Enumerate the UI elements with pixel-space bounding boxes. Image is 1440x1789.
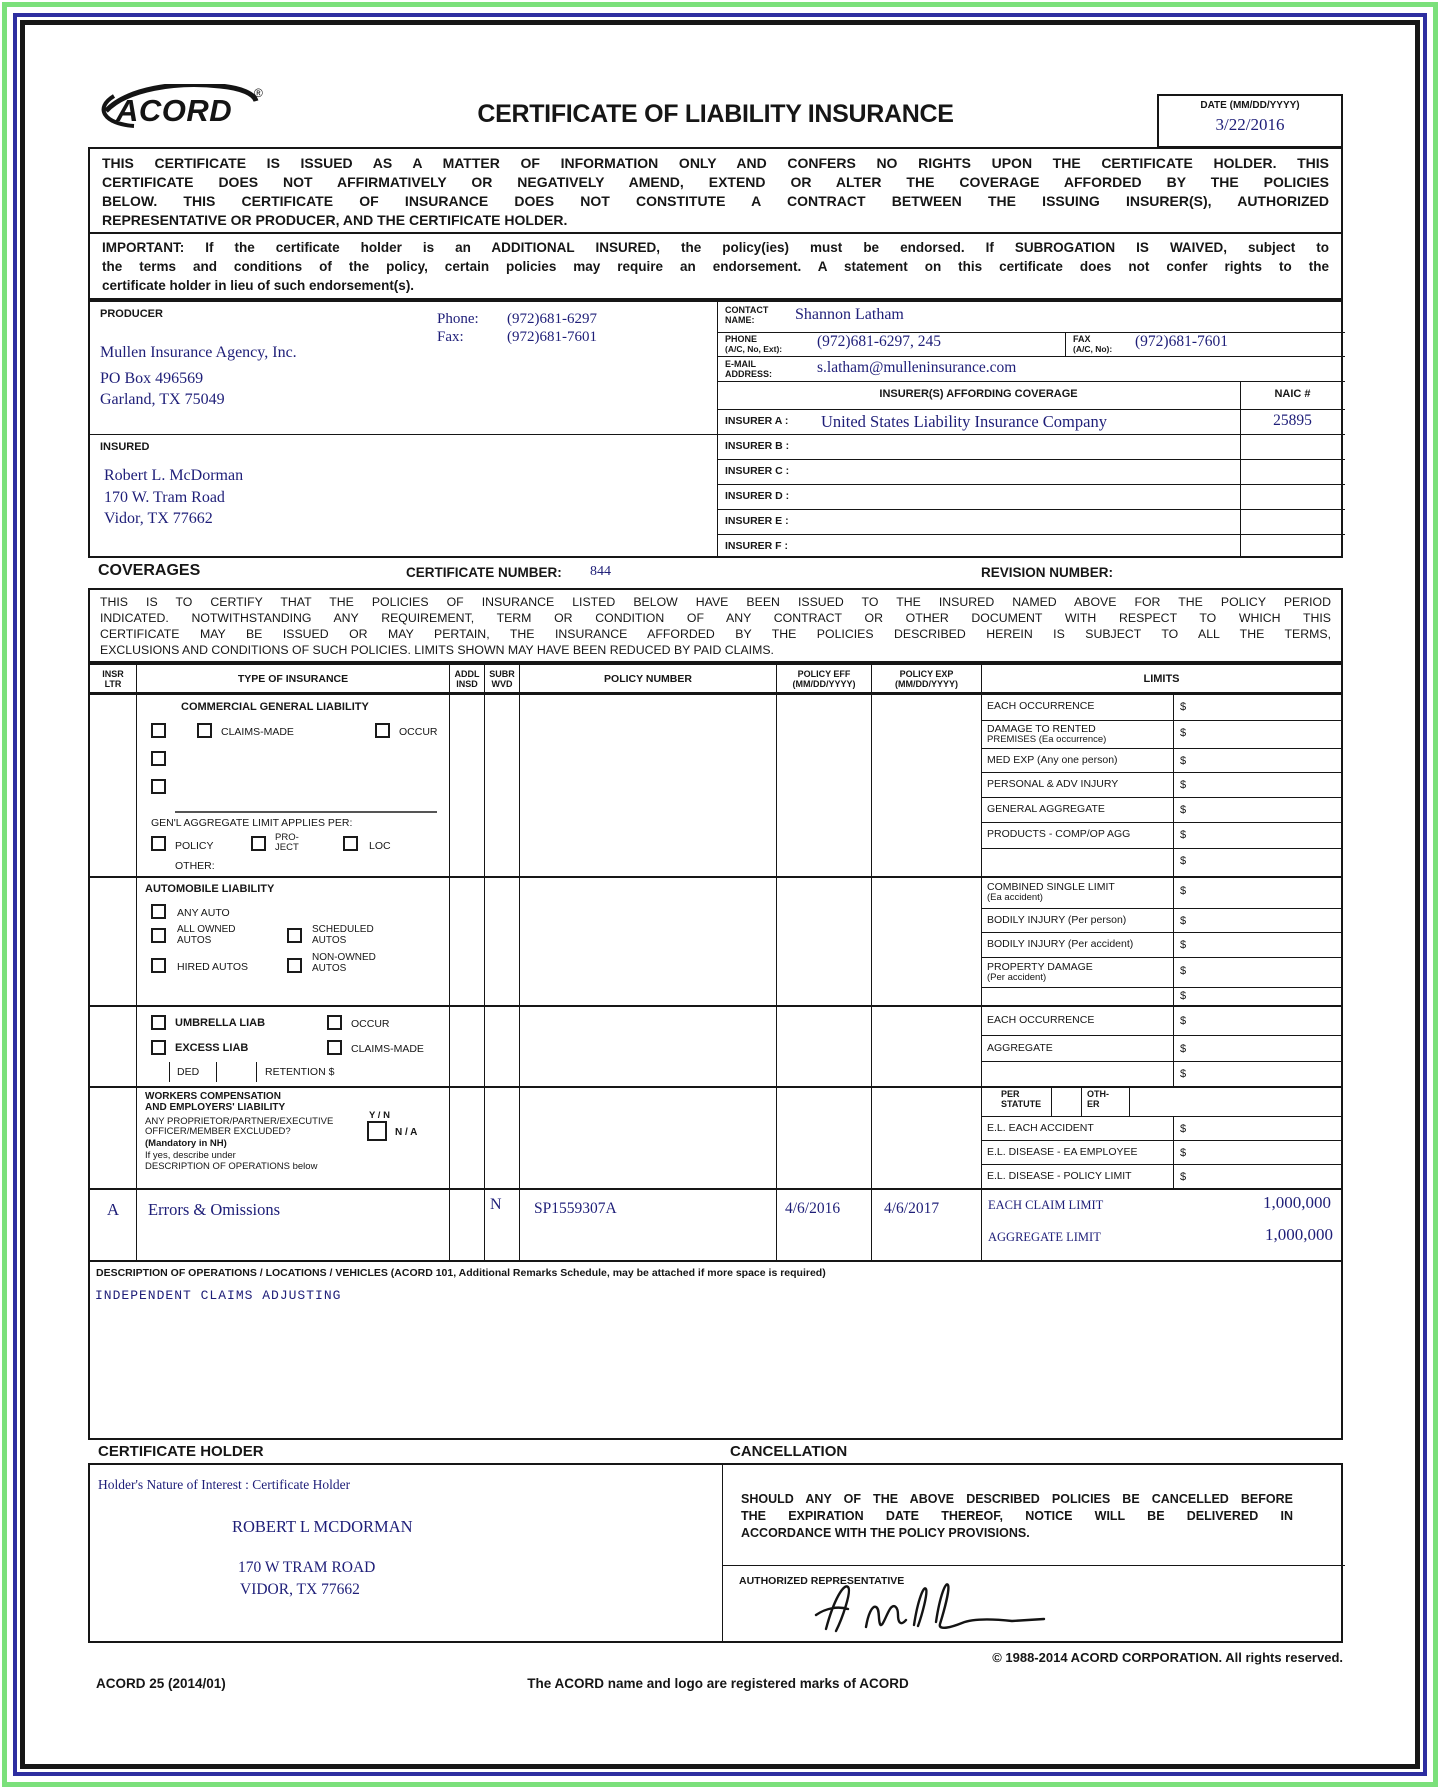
auto-limits-cell	[982, 878, 1341, 1005]
auto-title: AUTOMOBILE LIABILITY	[145, 883, 275, 895]
holder-name: ROBERT L MCDORMAN	[232, 1517, 413, 1536]
date-value: 3/22/2016	[1215, 115, 1285, 134]
gl-occur-label: OCCUR	[399, 726, 438, 738]
contact-phone-label: PHONE (A/C, No, Ext):	[725, 334, 783, 354]
producer-address-1: PO Box 496569	[100, 370, 204, 387]
col-header-policy-number: POLICY NUMBER	[520, 665, 777, 692]
wc-limits-cell	[982, 1088, 1341, 1188]
eo-limit-1-label: EACH CLAIM LIMIT	[988, 1198, 1104, 1212]
insurer-f-label: INSURER F :	[725, 540, 788, 552]
gl-eff-cell	[777, 695, 872, 876]
limit-row: E.L. DISEASE - EA EMPLOYEE $	[982, 1140, 1341, 1164]
wc-type-cell	[137, 1088, 450, 1188]
retention-check-cell	[233, 1062, 257, 1082]
insurer-d-label: INSURER D :	[725, 490, 790, 502]
notice-line: REPRESENTATIVE OR PRODUCER, AND THE CERTIFICATE HOLDER.	[102, 212, 568, 228]
checkbox-policy	[151, 836, 166, 851]
important-box	[88, 232, 1343, 300]
per-statute-row	[982, 1088, 1341, 1116]
notice-line: CERTIFICATE DOES NOT AFFIRMATIVELY OR NEGATIVELY AMEND, EXTEND OR ALTER THE COVERAGE AFFORDED BY THE POLICIES	[102, 174, 1329, 190]
checkbox-claims-made	[327, 1040, 342, 1055]
oth-er-label: OTH- ER	[1082, 1088, 1130, 1116]
umbrella-row	[90, 1007, 1341, 1088]
signature-stroke	[816, 1584, 1044, 1631]
divider	[717, 534, 1345, 535]
limit-row: $	[982, 848, 1341, 876]
checkbox-claims-made	[197, 723, 212, 738]
divider	[717, 509, 1345, 510]
checkbox-occur	[327, 1015, 342, 1030]
umb-eff-cell	[777, 1007, 872, 1086]
divider	[1065, 332, 1066, 356]
important-line: IMPORTANT: If the certificate holder is an ADDITIONAL INSURED, the policy(ies) must be endorsed. If SUBROGATION IS WAIVED, subject to	[102, 240, 1329, 255]
insurer-a-naic: 25895	[1273, 412, 1312, 429]
holder-interest-line: Holder's Nature of Interest : Certificate Holder	[98, 1477, 351, 1492]
certify-line: THIS IS TO CERTIFY THAT THE POLICIES OF INSURANCE LISTED BELOW HAVE BEEN ISSUED TO THE INSURED NAMED ABOVE FOR THE POLICY PERIOD	[100, 595, 1331, 609]
eo-type-label: Errors & Omissions	[148, 1200, 280, 1219]
per-statute-spacer	[1130, 1088, 1341, 1116]
cancellation-line: THE EXPIRATION DATE THEREOF, NOTICE WILL BE DELIVERED IN	[741, 1509, 1293, 1523]
eo-insr-letter: A	[90, 1190, 137, 1268]
wc-yn-label: Y / N	[369, 1110, 390, 1121]
auto-scheduled-label: SCHEDULED AUTOS	[312, 924, 374, 946]
col-header-insr: INSR LTR	[90, 665, 137, 692]
gl-policy-label: POLICY	[175, 840, 214, 852]
form-id: ACORD 25 (2014/01)	[96, 1676, 226, 1691]
trademark-note: The ACORD name and logo are registered marks of ACORD	[527, 1676, 909, 1691]
certify-line: CERTIFICATE MAY BE ISSUED OR MAY PERTAIN, THE INSURANCE AFFORDED BY THE POLICIES DESCRIBED HEREIN IS SUBJECT TO ALL THE TERMS,	[100, 627, 1331, 641]
retention-label: RETENTION $	[265, 1066, 335, 1078]
acord-logo	[98, 84, 270, 130]
logo-text: ACORD	[116, 93, 233, 128]
ded-cell	[169, 1062, 217, 1082]
general-liability-row	[90, 695, 1341, 878]
limit-row: $	[982, 987, 1341, 1005]
cancellation-line: SHOULD ANY OF THE ABOVE DESCRIBED POLICIES BE CANCELLED BEFORE	[741, 1492, 1293, 1506]
date-box	[1157, 94, 1343, 148]
eo-addl-cell	[450, 1190, 485, 1268]
limit-row: GENERAL AGGREGATE $	[982, 797, 1341, 822]
limit-row: AGGREGATE $	[982, 1035, 1341, 1061]
auto-non-owned-label: NON-OWNED AUTOS	[312, 952, 376, 974]
certify-box	[88, 588, 1343, 663]
eo-eff-cell	[777, 1190, 872, 1268]
gl-addl-cell	[450, 695, 485, 876]
important-line: the terms and conditions of the policy, certain policies may require an endorsement. A statement on this certificate does not confer rights to the	[102, 259, 1329, 274]
limit-row: PROPERTY DAMAGE (Per accident) $	[982, 957, 1341, 987]
ded-label: DED	[177, 1066, 200, 1078]
producer-fax-value: (972)681-7601	[507, 329, 597, 345]
wc-exp-cell	[872, 1088, 982, 1188]
coverages-title: COVERAGES	[98, 562, 201, 579]
limit-row: BODILY INJURY (Per accident) $	[982, 932, 1341, 957]
auto-liability-row	[90, 878, 1341, 1007]
holder-address-2: VIDOR, TX 77662	[240, 1581, 360, 1598]
insurer-e-label: INSURER E :	[725, 515, 789, 527]
limit-row: MED EXP (Any one person) $	[982, 748, 1341, 772]
table-header-row	[90, 665, 1341, 695]
wc-eff-cell	[777, 1088, 872, 1188]
auto-insr-cell	[90, 878, 137, 1005]
umb-policy-number-cell	[520, 1007, 777, 1086]
auto-addl-cell	[450, 878, 485, 1005]
checkbox-project	[251, 836, 266, 851]
producer-phone-label: Phone:	[437, 311, 479, 327]
insurer-b-label: INSURER B :	[725, 440, 790, 452]
umbrella-liab-label: UMBRELLA LIAB	[175, 1017, 266, 1029]
certificate-number-label: CERTIFICATE NUMBER:	[406, 565, 562, 580]
gl-limits-cell	[982, 695, 1341, 876]
contact-fax-value: (972)681-7601	[1135, 333, 1228, 350]
gl-aggregate-applies-label: GEN'L AGGREGATE LIMIT APPLIES PER:	[151, 817, 353, 829]
wc-policy-number-cell	[520, 1088, 777, 1188]
checkbox-excess	[151, 1040, 166, 1055]
gl-claims-made-label: CLAIMS-MADE	[221, 726, 294, 738]
producer-address-2: Garland, TX 75049	[100, 391, 225, 408]
eo-limit-1-value: 1,000,000	[1263, 1193, 1331, 1212]
contact-fax-label: FAX (A/C, No):	[1073, 334, 1113, 354]
eo-policy-number: SP1559307A	[534, 1200, 617, 1217]
auto-all-owned-label: ALL OWNED AUTOS	[177, 924, 236, 946]
checkbox-excluded	[367, 1121, 387, 1141]
checkbox-any-auto	[151, 904, 166, 919]
notice-line: THIS CERTIFICATE IS ISSUED AS A MATTER OF INFORMATION ONLY AND CONFERS NO RIGHTS UPON THE CERTIFICATE HOLDER. THIS	[102, 155, 1329, 171]
contact-name-value: Shannon Latham	[795, 306, 904, 323]
limit-row: EACH OCCURRENCE $	[982, 695, 1341, 720]
per-statute-label: PER STATUTE	[996, 1088, 1052, 1116]
limit-row: E.L. EACH ACCIDENT $	[982, 1116, 1341, 1140]
cancellation-header: CANCELLATION	[730, 1443, 848, 1460]
wc-subr-cell	[485, 1088, 520, 1188]
gl-other-label: OTHER:	[175, 860, 215, 872]
umb-exp-cell	[872, 1007, 982, 1086]
umb-insr-cell	[90, 1007, 137, 1086]
wc-title-1: WORKERS COMPENSATION	[145, 1091, 281, 1102]
holder-address-1: 170 W TRAM ROAD	[238, 1559, 376, 1576]
limit-row: DAMAGE TO RENTED PREMISES (Ea occurrence) $	[982, 720, 1341, 748]
col-header-type: TYPE OF INSURANCE	[137, 665, 450, 692]
wc-ifyes-1: If yes, describe under	[145, 1150, 236, 1161]
eo-limit-2-value: 1,000,000	[1265, 1225, 1333, 1244]
authorized-representative-label: AUTHORIZED REPRESENTATIVE	[739, 1575, 905, 1587]
notice-line: BELOW. THIS CERTIFICATE OF INSURANCE DOES NOT CONSTITUTE A CONTRACT BETWEEN THE ISSUING INSURER(S), AUTHORIZED	[102, 193, 1329, 209]
contact-name-label: CONTACT NAME:	[725, 305, 769, 325]
description-value: INDEPENDENT CLAIMS ADJUSTING	[95, 1288, 342, 1303]
copyright-line: © 1988-2014 ACORD CORPORATION. All rights reserved.	[992, 1650, 1343, 1665]
umb-type-cell	[137, 1007, 450, 1086]
producer-phone-value: (972)681-6297	[507, 311, 597, 327]
producer-fax-label: Fax:	[437, 329, 464, 345]
eo-exp-cell	[872, 1190, 982, 1268]
certify-line: EXCLUSIONS AND CONDITIONS OF SUCH POLICIES. LIMITS SHOWN MAY HAVE BEEN REDUCED BY PAID CLAIMS.	[100, 643, 774, 657]
wc-addl-cell	[450, 1088, 485, 1188]
wc-excluded-2: OFFICER/MEMBER EXCLUDED?	[145, 1126, 291, 1137]
checkbox-all-owned	[151, 928, 166, 943]
checkbox-occur	[375, 723, 390, 738]
divider	[717, 302, 718, 556]
umb-limits-cell	[982, 1007, 1341, 1086]
blank-underline	[175, 811, 437, 813]
page-title: CERTIFICATE OF LIABILITY INSURANCE	[477, 100, 954, 128]
insurer-a-label: INSURER A :	[725, 415, 789, 427]
insured-address-2: Vidor, TX 77662	[104, 510, 213, 527]
divider	[717, 484, 1345, 485]
notice-box	[88, 147, 1343, 234]
excess-liab-label: EXCESS LIAB	[175, 1042, 249, 1054]
col-header-addl: ADDL INSD	[450, 665, 485, 692]
umbrella-claims-made-label: CLAIMS-MADE	[351, 1043, 424, 1055]
wc-excluded-1: ANY PROPRIETOR/PARTNER/EXECUTIVE	[145, 1116, 334, 1127]
registered-mark: ®	[254, 86, 263, 100]
limit-row: COMBINED SINGLE LIMIT (Ea accident) $	[982, 878, 1341, 908]
coverage-table	[88, 663, 1343, 1270]
insured-label: INSURED	[100, 441, 150, 453]
workers-comp-row	[90, 1088, 1341, 1190]
per-statute-check-cell	[1052, 1088, 1082, 1116]
eo-subr-value: N	[485, 1190, 520, 1268]
limit-row: PERSONAL & ADV INJURY $	[982, 772, 1341, 797]
signature	[808, 1569, 1068, 1639]
col-header-policy-eff: POLICY EFF (MM/DD/YYYY)	[777, 665, 872, 692]
contact-phone-value: (972)681-6297, 245	[817, 333, 941, 350]
divider	[90, 434, 717, 435]
divider	[717, 381, 1345, 382]
eo-policy-number-cell	[520, 1190, 777, 1268]
divider	[717, 459, 1345, 460]
divider	[722, 1465, 723, 1641]
checkbox	[151, 779, 166, 794]
checkbox-non-owned	[287, 958, 302, 973]
revision-number-label: REVISION NUMBER:	[981, 565, 1114, 580]
wc-na-label: N / A	[395, 1127, 418, 1138]
gl-subr-cell	[485, 695, 520, 876]
insured-address-1: 170 W. Tram Road	[104, 489, 225, 506]
description-box	[88, 1260, 1343, 1440]
divider	[722, 1565, 1345, 1566]
umb-addl-cell	[450, 1007, 485, 1086]
checkbox-umbrella	[151, 1015, 166, 1030]
eo-exp-date: 4/6/2017	[884, 1200, 940, 1217]
certificate-holder-header: CERTIFICATE HOLDER	[98, 1443, 264, 1460]
gl-title: COMMERCIAL GENERAL LIABILITY	[181, 701, 369, 713]
auto-any-label: ANY AUTO	[177, 907, 230, 919]
certify-line: INDICATED. NOTWITHSTANDING ANY REQUIREMENT, TERM OR CONDITION OF ANY CONTRACT OR OTHER DOCUMENT WITH RESPECT TO WHICH THIS	[100, 611, 1331, 625]
holder-cancellation-section	[88, 1463, 1343, 1643]
auto-exp-cell	[872, 878, 982, 1005]
wc-title-2: AND EMPLOYERS' LIABILITY	[145, 1102, 286, 1113]
auto-hired-label: HIRED AUTOS	[177, 961, 248, 973]
producer-label: PRODUCER	[100, 308, 163, 320]
limit-row: PRODUCTS - COMP/OP AGG $	[982, 822, 1341, 848]
auto-eff-cell	[777, 878, 872, 1005]
checkbox-loc	[343, 836, 358, 851]
divider	[717, 434, 1345, 435]
coverages-strip	[88, 560, 1343, 588]
checkbox	[151, 751, 166, 766]
insurer-a-name: United States Liability Insurance Company	[821, 412, 1107, 431]
cancellation-text	[741, 1491, 1293, 1542]
important-line: certificate holder in lieu of such endorsement(s).	[102, 278, 415, 293]
producer-contact-section	[88, 300, 1343, 558]
divider	[717, 332, 1345, 333]
limit-row: $	[982, 1061, 1341, 1086]
contact-email-value: s.latham@mulleninsurance.com	[817, 359, 1017, 376]
auto-type-cell	[137, 878, 450, 1005]
description-header: DESCRIPTION OF OPERATIONS / LOCATIONS / VEHICLES (ACORD 101, Additional Remarks Schedule, may be attached if more space is required)	[96, 1267, 826, 1279]
umb-subr-cell	[485, 1007, 520, 1086]
date-label: DATE (MM/DD/YYYY)	[1200, 100, 1300, 111]
gl-type-cell	[137, 695, 450, 876]
limit-row: EACH OCCURRENCE $	[982, 1007, 1341, 1035]
cancellation-line: ACCORDANCE WITH THE POLICY PROVISIONS.	[741, 1526, 1030, 1540]
insured-name: Robert L. McDorman	[104, 467, 244, 484]
affording-coverage-header: INSURER(S) AFFORDING COVERAGE	[879, 388, 1078, 400]
divider	[1240, 381, 1241, 556]
checkbox	[151, 723, 166, 738]
wc-insr-cell	[90, 1088, 137, 1188]
limit-row: E.L. DISEASE - POLICY LIMIT $	[982, 1164, 1341, 1188]
col-header-limits: LIMITS	[1143, 672, 1180, 685]
auto-policy-number-cell	[520, 878, 777, 1005]
limit-row: BODILY INJURY (Per person) $	[982, 908, 1341, 932]
naic-header: NAIC #	[1274, 388, 1311, 400]
certificate-number-value: 844	[590, 564, 611, 579]
gl-insr-cell	[90, 695, 137, 876]
divider	[717, 356, 1345, 357]
eo-limits-cell	[982, 1190, 1341, 1268]
eo-type-cell	[137, 1190, 450, 1268]
checkbox-hired	[151, 958, 166, 973]
gl-loc-label: LOC	[369, 840, 391, 852]
auto-subr-cell	[485, 878, 520, 1005]
col-header-subr: SUBR WVD	[485, 665, 520, 692]
gl-project-label: PRO- JECT	[275, 832, 299, 853]
umbrella-occur-label: OCCUR	[351, 1018, 390, 1030]
contact-email-label: E-MAIL ADDRESS:	[725, 359, 773, 379]
producer-name: Mullen Insurance Agency, Inc.	[100, 344, 297, 361]
eo-limit-2-label: AGGREGATE LIMIT	[988, 1230, 1101, 1244]
divider	[717, 409, 1345, 410]
wc-mandatory-label: (Mandatory in NH)	[145, 1138, 227, 1149]
insurer-c-label: INSURER C :	[725, 465, 790, 477]
col-header-policy-exp: POLICY EXP (MM/DD/YYYY)	[872, 665, 982, 692]
errors-omissions-row	[90, 1190, 1341, 1268]
checkbox-scheduled	[287, 928, 302, 943]
wc-ifyes-2: DESCRIPTION OF OPERATIONS below	[145, 1161, 318, 1172]
eo-eff-date: 4/6/2016	[785, 1200, 841, 1217]
gl-exp-cell	[872, 695, 982, 876]
document	[88, 0, 1343, 1789]
gl-policy-number-cell	[520, 695, 777, 876]
